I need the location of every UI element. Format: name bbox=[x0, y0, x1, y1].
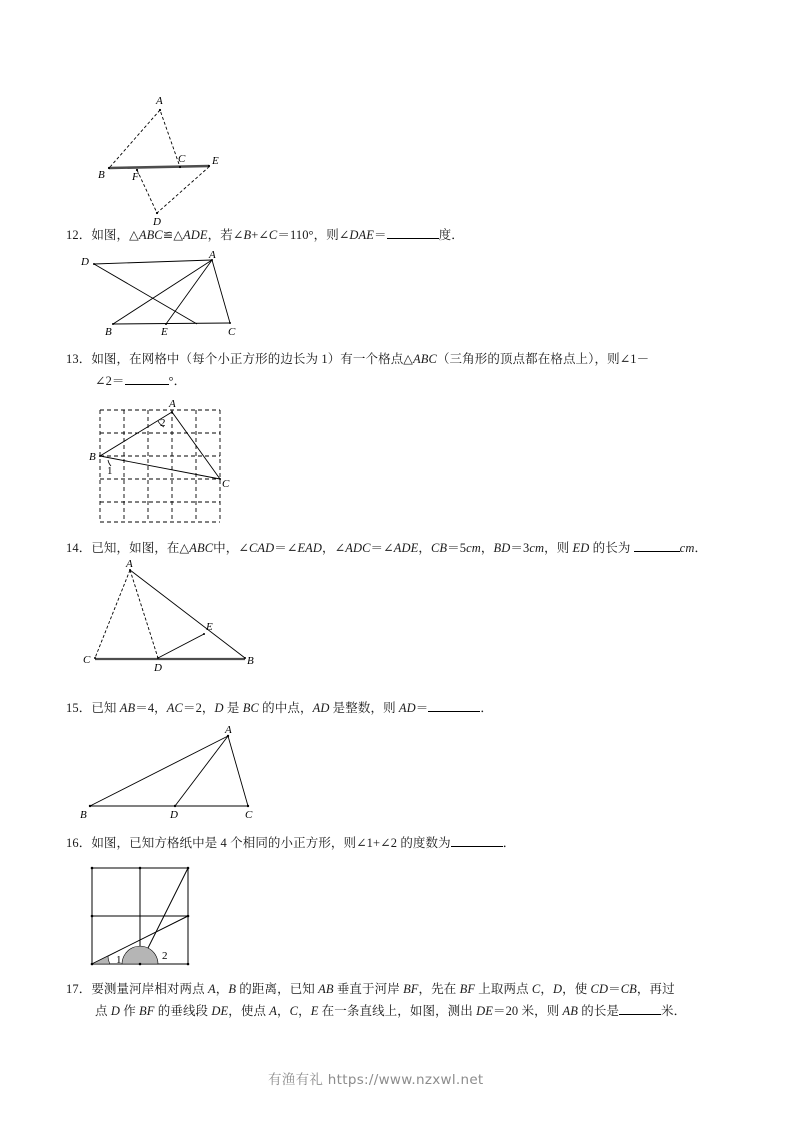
question-12-number: 12． bbox=[66, 228, 92, 242]
figure-label-D: D bbox=[153, 216, 161, 228]
question-13-figure bbox=[89, 398, 238, 526]
figure-label-A: A bbox=[156, 95, 163, 107]
figure-label-angle-2: 2 bbox=[162, 950, 168, 962]
question-16-number: 16． bbox=[66, 836, 92, 850]
question-14-figure bbox=[80, 560, 280, 672]
figure-label-C: C bbox=[83, 654, 91, 666]
figure-label-angle-1: 1 bbox=[107, 465, 113, 477]
figure-label-A: A bbox=[209, 249, 216, 261]
figure-label-F: F bbox=[132, 171, 139, 183]
answer-blank-q12[interactable] bbox=[387, 238, 439, 239]
question-13-text-line1: 13．如图，在网格中（每个小正方形的边长为 1）有一个格点△ABC（三角形的顶点都在格点上），则∠1－ bbox=[66, 352, 650, 366]
site-watermark: 有渔有礼 https://www.nzxwl.net bbox=[268, 1072, 484, 1088]
question-17-number: 17． bbox=[66, 982, 92, 996]
figure-label-B: B bbox=[105, 326, 112, 338]
figure-label-A: A bbox=[225, 724, 232, 736]
answer-blank-q14[interactable] bbox=[634, 551, 680, 552]
figure-label-C: C bbox=[245, 809, 253, 821]
figure-label-E: E bbox=[212, 155, 219, 167]
answer-blank-q16[interactable] bbox=[451, 846, 503, 847]
question-16-text: 16．如图，已知方格纸中是 4 个相同的小正方形，则∠1+∠2 的度数为 ． bbox=[66, 836, 516, 850]
answer-blank-q17[interactable] bbox=[619, 1014, 661, 1015]
figure-label-angle-2: 2 bbox=[160, 417, 166, 429]
figure-label-A: A bbox=[169, 398, 176, 410]
figure-label-D: D bbox=[81, 256, 89, 268]
figure-label-D: D bbox=[170, 809, 178, 821]
question-12-text: 12．如图，△ABC≌△ADE，若∠B+∠C＝110°，则∠DAE＝ 度． bbox=[66, 228, 464, 242]
top-figure-congruent-triangles bbox=[85, 82, 255, 228]
figure-label-angle-1: 1 bbox=[116, 954, 122, 966]
figure-label-A: A bbox=[126, 558, 133, 570]
answer-blank-q13[interactable] bbox=[125, 384, 169, 385]
question-17-text-line1: 17．要测量河岸相对两点 A，B 的距离，已知 AB 垂直于河岸 BF，先在 BF 上取两点 C，D，使 CD＝CB，再过 bbox=[66, 982, 675, 996]
figure-label-B: B bbox=[89, 451, 96, 463]
figure-label-C: C bbox=[178, 153, 186, 165]
question-12-figure bbox=[78, 249, 258, 338]
question-13-text-line2: ∠2＝ °． bbox=[95, 374, 187, 388]
figure-label-B: B bbox=[80, 809, 87, 821]
question-14-text: 14．已知，如图，在△ABC中，∠CAD＝∠EAD，∠ADC＝∠ADE，CB＝5cm，BD＝3cm，则 ED 的长为 cm． bbox=[66, 541, 708, 555]
figure-label-B: B bbox=[98, 169, 105, 181]
figure-label-E: E bbox=[206, 621, 213, 633]
question-15-figure bbox=[80, 724, 280, 822]
figure-label-B: B bbox=[247, 655, 254, 667]
question-14-number: 14． bbox=[66, 541, 92, 555]
figure-label-C: C bbox=[222, 478, 230, 490]
question-17-text-line2: 点 D 作 BF 的垂线段 DE，使点 A，C，E 在一条直线上，如图，测出 DE＝20 米，则 AB 的长是 米． bbox=[95, 1004, 687, 1018]
question-13-number: 13． bbox=[66, 352, 92, 366]
question-15-text: 15．已知 AB＝4，AC＝2，D 是 BC 的中点，AD 是整数，则 AD＝ ． bbox=[66, 701, 493, 715]
question-16-figure bbox=[88, 864, 218, 968]
figure-label-C: C bbox=[228, 326, 236, 338]
answer-blank-q15[interactable] bbox=[428, 711, 480, 712]
question-15-number: 15． bbox=[66, 701, 92, 715]
figure-label-E: E bbox=[161, 326, 168, 338]
figure-label-D: D bbox=[154, 662, 162, 674]
